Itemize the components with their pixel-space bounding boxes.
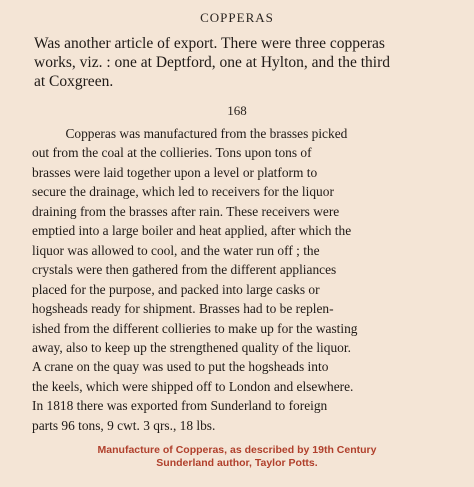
body-line: secure the drainage, which led to receivers for the liquor [32, 184, 334, 200]
body-line: In 1818 there was exported from Sunderland to foreign [32, 398, 328, 414]
body-line: Copperas was manufactured from the brasses picked [32, 126, 348, 141]
intro-line: Was another article of export. There were three copperas [34, 35, 385, 52]
intro-line: works, viz. : one at Deptford, one at Hylton, and the third [34, 54, 390, 71]
page-heading: COPPERAS [200, 10, 274, 25]
body-line: parts 96 tons, 9 cwt. 3 qrs., 18 lbs. [32, 417, 216, 433]
image-caption [0, 444, 474, 470]
intro-paragraph [34, 34, 454, 91]
intro-line: at Coxgreen. [34, 73, 114, 90]
body-line: emptied into a large boiler and heat applied, after which the [32, 223, 352, 239]
body-line: liquor was allowed to cool, and the water run off ; the [32, 242, 320, 258]
body-line: the keels, which were shipped off to London and elsewhere. [32, 378, 354, 394]
body-line: ished from the different collieries to make up for the wasting [32, 320, 358, 336]
body-line: placed for the purpose, and packed into large casks or [32, 281, 320, 297]
body-paragraph [32, 124, 452, 435]
body-line: out from the coal at the collieries. Tons upon tons of [32, 145, 312, 161]
body-line: brasses were laid together upon a level or platform to [32, 164, 318, 180]
caption-line: Sunderland author, Taylor Potts. [156, 457, 318, 469]
page-number: 168 [227, 103, 247, 118]
caption-line: Manufacture of Copperas, as described by 19th Century [97, 444, 377, 456]
body-line: draining from the brasses after rain. These receivers were [32, 203, 340, 219]
body-line: crystals were then gathered from the different appliances [32, 262, 337, 278]
body-line: hogsheads ready for shipment. Brasses had to be replen- [32, 301, 334, 317]
body-line: away, also to keep up the strengthened quality of the liquor. [32, 339, 351, 355]
body-line: A crane on the quay was used to put the hogsheads into [32, 359, 329, 375]
